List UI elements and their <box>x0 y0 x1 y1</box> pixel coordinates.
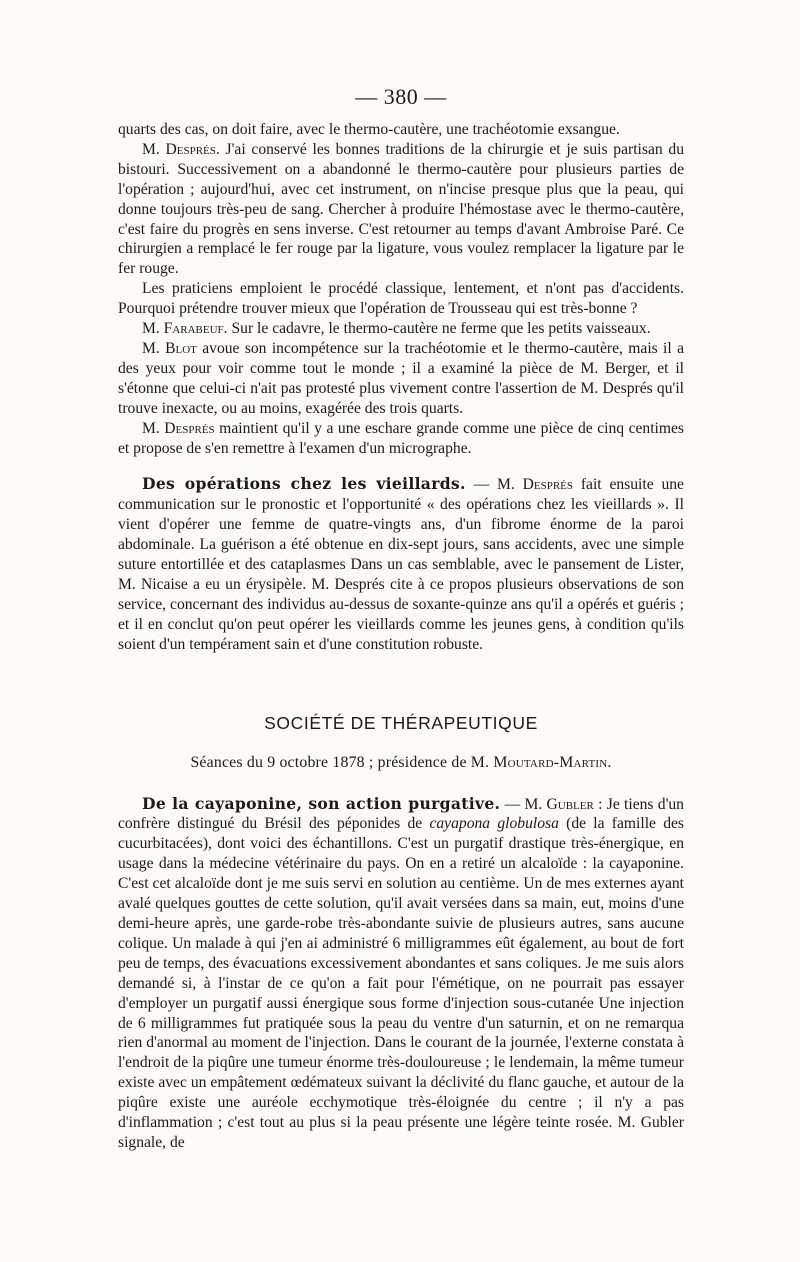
paragraph-text: (de la famille des cucurbitacées), dont voici des échantillons. C'est un purgatif drastique très-énergique, en usage dans la médecine vétérinaire du pays. On en a retiré un alcaloïde : la cayaponine. C'est cet alcaloïde dont je me suis servi en solution au centième. Un de mes externes ayant avalé quelques gouttes de cette solution, qu'il avait versées dans sa main, eut, moins d'une demi-heure après, une garde-robe très-abondante suivie de plusieurs autres, sans aucune colique. Un malade à qui j'en ai administré 6 milligrammes eût également, au bout de fort peu de temps, des évacuations excessivement abondantes et sans coliques. Je me suis alors demandé si, à l'instar de ce qu'on a fait pour l'émétique, on ne pourrait pas essayer d'employer un purgatif aussi énergique sous forme d'injection sous-cutanée Une injection de 6 milligrammes fut pratiquée sous la peau du ventre d'un saturnin, et on ne remarqua rien d'anormal au moment de l'injection. Dans le courant de la journée, l'externe constata à l'endroit de la piqûre une tumeur énorme très-douloureuse ; le lendemain, la même tumeur existe avec un empâtement œdémateux suivant la déclivité du flanc gauche, et autour de la piqûre existe une auréole ecchymotique très-éloignée du centre ; il n'y a pas d'inflammation ; c'est tout au plus si la peau présente une légère teinte rosée. M. Gubler signale, de <box>118 815 684 1151</box>
heading-dash: — M. <box>465 476 523 494</box>
speaker-name: Després <box>522 476 573 494</box>
session-text: Séances du 9 octobre 1878 ; présidence de M. <box>190 753 494 771</box>
paragraph-farabeuf <box>118 319 684 339</box>
section-heading: De la cayaponine, son action purgative. <box>142 793 501 813</box>
paragraph-text: fait ensuite une communication sur le pronostic et l'opportunité « des opérations chez les vieillards ». Il vient d'opérer une femme de quatre-vingts ans, d'un fibrome énorme de la paroi abdominale. La guérison a été obtenue en dix-sept jours, sans accidents, avec une simple suture entortillée et des cataplasmes Dans un cas semblable, avec le pansement de Lister, M. Nicaise a eu un érysipèle. M. Després cite à ce propos plusieurs observations de son service, concernant des individus au-dessus de soxante-quinze ans qu'il a opérés et guéris ; et il en conclut qu'on peut opérer les vieillards comme les jeunes gens, à condition qu'ils soient d'un tempérament sain et d'une constitution robuste. <box>118 476 684 653</box>
speaker-name: M. Farabeuf. <box>142 320 228 338</box>
paragraph-despres-reply <box>118 140 684 279</box>
speaker-name: M. Després. <box>142 140 220 158</box>
society-title: SOCIÉTÉ DE THÉRAPEUTIQUE <box>264 712 538 733</box>
page-number: — 380 — <box>355 84 447 109</box>
speaker-prefix: M. <box>142 419 165 437</box>
paragraph-text: : Je tiens d'un confrère distingué du Brésil des péponides de <box>118 795 684 833</box>
paragraph-text: avoue son incompétence sur la trachéotomie et le thermo-cautère, mais il a des yeux pour voir comme tout le monde ; il a examiné la pièce de M. Berger, et il s'étonne que celui-ci n'ait pas protesté plus vivement contre l'assertion de M. Després qu'il trouve inexacte, ou au moins, exagérée des trois quarts. <box>118 339 684 417</box>
section-spacer <box>118 458 684 474</box>
paragraph-text: J'ai conservé les bonnes traditions de la chirurgie et je suis partisan du bistouri. Successivement on a abandonné le thermo-cautère pour plusieurs parties de l'opération ; aujourd'hui, avec cet instrument, on n'incise presque plus que la peau, qui donne toujours très-peu de sang. Chercher à produire l'hémostase avec le thermo-cautère, c'est faire du progrès en sens inverse. C'est retourner au temps d'avant Ambroise Paré. Ce chirurgien a remplacé le fer rouge par la ligature, vous voulez remplacer la ligature par le fer rouge. <box>118 140 684 278</box>
paragraph-blot <box>118 339 684 419</box>
species-name: cayapona globulosa <box>429 815 559 833</box>
heading-dash: — M. <box>500 795 547 813</box>
paragraph-continuation: quarts des cas, on doit faire, avec le thermo-cautère, une trachéotomie exsangue. <box>118 121 620 138</box>
speaker-prefix: M. <box>142 339 166 357</box>
body-text <box>118 120 684 655</box>
speaker-name: Blot <box>165 339 197 357</box>
body-text-2 <box>118 794 684 1153</box>
speaker-name: Gubler <box>546 795 594 813</box>
paragraph-practitioners: Les praticiens emploient le procédé classique, lentement, et n'ont pas d'accidents. Pourquoi prétendre trouver mieux que l'opération de Trousseau qui est très-bonne ? <box>118 280 684 318</box>
session-line <box>118 754 684 772</box>
section-cayaponine <box>118 794 684 1153</box>
paragraph-text: maintient qu'il y a une eschare grande comme une pièce de cinq centimes et propose de s'en remettre à l'examen d'un micrographe. <box>118 419 684 457</box>
paragraph-text: Sur le cadavre, le thermo-cautère ne ferme que les petits vaisseaux. <box>227 320 651 338</box>
president-name: Moutard-Martin. <box>493 753 612 771</box>
section-heading: Des opérations chez les vieillards. <box>142 474 466 494</box>
paragraph-despres-maintains <box>118 419 684 459</box>
speaker-name: Després <box>164 419 215 437</box>
section-elderly-operations <box>118 474 684 654</box>
